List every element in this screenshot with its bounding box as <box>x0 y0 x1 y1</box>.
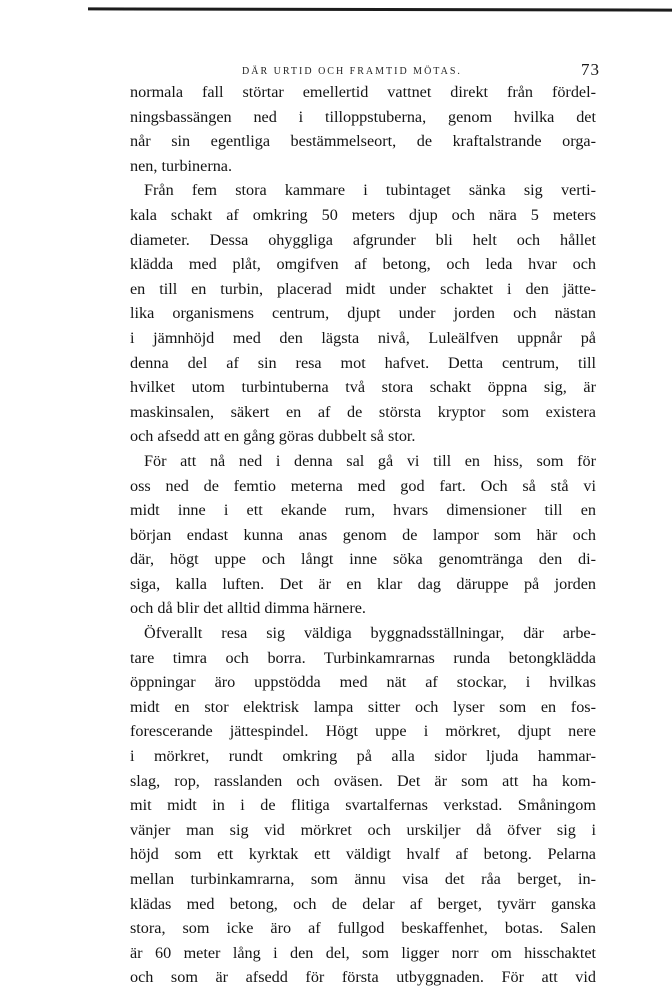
text-line: i jämnhöjd med den lägsta nivå, Luleälfven uppnår på <box>130 328 596 347</box>
text-line: stora, som icke äro af fullgod beskaffenhet, botas. Salen <box>130 919 596 938</box>
text-line: hvilket utom turbintuberna två stora schakt öppna sig, är <box>130 378 596 397</box>
text-line: lika organismens centrum, djupt under jorden och nästan <box>130 304 596 323</box>
text-line: där, högt uppe och långt inne söka genomtränga den di- <box>130 550 596 569</box>
text-line: och som är afsedd för första utbyggnaden. För att vid <box>130 968 596 987</box>
text-line: Öfverallt resa sig väldiga byggnadsställningar, där arbe- <box>144 624 596 643</box>
text-line: öppningar äro uppstödda med nät af stockar, i hvilkas <box>130 673 596 692</box>
running-title: DÄR URTID OCH FRAMTID MÖTAS. <box>242 66 462 77</box>
text-line: når sin egentliga bestämmelseort, de kraftalstrande orga- <box>130 132 596 151</box>
text-line: är 60 meter lång i den del, som ligger norr om hisschaktet <box>130 943 596 962</box>
text-line: ningsbassängen ned i tilloppstuberna, genom hvilka det <box>130 107 596 126</box>
text-line: forescerande jättespindel. Högt uppe i mörkret, djupt nere <box>130 722 596 741</box>
text-line: mellan turbinkamrarna, som ännu visa det råa berget, in- <box>130 870 596 888</box>
text-line: diameter. Dessa ohyggliga afgrunder bli helt och hållet <box>130 230 596 249</box>
text-line: midt en stor elektrisk lampa sitter och lyser som en fos- <box>130 697 596 716</box>
text-line: maskinsalen, säkert en af de största kryptor som existera <box>130 402 596 421</box>
text-line: oss ned de femtio meterna med god fart. Och så stå vi <box>130 476 596 495</box>
text-line: midt inne i ett ekande rum, hvars dimensioner till en <box>130 501 596 520</box>
text-line: klädas med betong, och de delar af berget, tyvärr ganska <box>130 894 596 913</box>
text-line: i mörkret, rundt omkring på alla sidor ljuda hammar- <box>130 747 596 766</box>
top-rule <box>88 7 672 11</box>
text-line: normala fall störtar emellertid vattnet direkt från fördel- <box>130 83 596 101</box>
text-line: slag, rop, rasslanden och oväsen. Det är som att ha kom- <box>130 771 596 790</box>
text-line: mit midt in i de flitiga svartalfernas verkstad. Småningom <box>130 796 596 815</box>
text-line: en till en turbin, placerad midt under schaktet i den jätte- <box>130 279 596 298</box>
text-line: kala schakt af omkring 50 meters djup och nära 5 meters <box>130 205 596 224</box>
page-number: 73 <box>581 60 600 79</box>
text-line: tare timra och borra. Turbinkamrarnas runda betongklädda <box>130 648 596 667</box>
text-line: och då blir det alltid dimma härnere. <box>130 599 366 618</box>
text-line: början endast kunna anas genom de lampor som här och <box>130 525 596 544</box>
text-line: denna del af sin resa mot hafvet. Detta centrum, till <box>130 353 596 372</box>
text-line: klädda med plåt, omgifven af betong, och leda hvar och <box>130 255 596 274</box>
body-text <box>130 80 596 990</box>
text-line: höjd som ett kyrktak ett väldigt hvalf af betong. Pelarna <box>130 845 596 864</box>
text-line: Från fem stora kammare i tubintaget sänka sig verti- <box>144 181 596 200</box>
text-line: nen, turbinerna. <box>130 156 233 175</box>
text-line: vänjer man sig vid mörkret och urskiljer då öfver sig i <box>130 820 596 839</box>
text-line: siga, kalla luften. Det är en klar dag däruppe på jorden <box>130 574 596 593</box>
text-line: och afsedd att en gång göras dubbelt så stor. <box>130 427 416 446</box>
text-line: För att nå ned i denna sal gå vi till en hiss, som för <box>144 451 596 470</box>
